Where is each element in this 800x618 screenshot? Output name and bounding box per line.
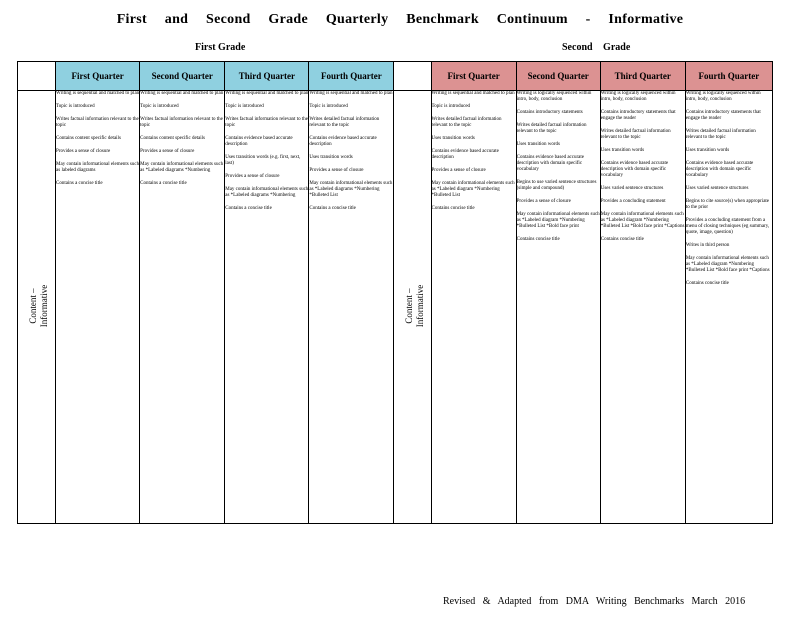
- benchmark-item: May contain informational elements such as *Labeled diagram *Numbering *Bulleted List: [431, 181, 515, 198]
- benchmark-table: [17, 61, 773, 524]
- benchmark-item: Contains a concise title: [309, 206, 356, 211]
- benchmark-item: Contains evidence based accurate description: [309, 136, 377, 147]
- header-blank-cell: [394, 62, 431, 91]
- benchmark-item: May contain informational elements such as *Labeled diagrams *Numbering: [140, 162, 224, 173]
- benchmark-item: May contain informational elements such as labeled diagrams: [56, 162, 140, 173]
- second-grade-label: Second Grade: [562, 42, 631, 53]
- benchmark-item: Contains introductory statements that engage the reader: [600, 110, 676, 121]
- benchmark-item: Writes detailed factual information relevant to the topic: [516, 123, 587, 134]
- content-row: [18, 91, 773, 524]
- g2-q4-header: Fourth Quarter: [685, 62, 772, 91]
- benchmark-item: Topic is introduced: [309, 104, 348, 109]
- g2-q2-cell: [516, 91, 600, 524]
- g2-q2-header: Second Quarter: [516, 62, 600, 91]
- g1-q4-header: Fourth Quarter: [309, 62, 394, 91]
- benchmark-item: May contain informational elements such as *Labeled diagrams *Numbering *Bulleted List: [309, 181, 393, 198]
- benchmark-item: Begins to use varied sentence structures (simple and compound): [516, 180, 597, 191]
- benchmark-item: Uses varied sentence structures: [685, 186, 749, 191]
- benchmark-item: Provides a sense of closure: [56, 149, 111, 154]
- side-label-line: Content –: [28, 288, 39, 324]
- benchmark-item: Contains a concise title: [225, 206, 272, 211]
- benchmark-item: Contains introductory statements that engage the reader: [685, 110, 761, 121]
- benchmark-item: Uses transition words: [600, 148, 645, 153]
- benchmark-item: Writes detailed factual information relevant to the topic: [685, 129, 756, 140]
- benchmark-item: Uses transition words: [431, 136, 475, 141]
- benchmark-item: Writes detailed factual information relevant to the topic: [600, 129, 671, 140]
- benchmark-item: Writes detailed factual information relevant to the topic: [309, 117, 380, 128]
- side-label-line: Informative: [39, 284, 50, 328]
- benchmark-item: Topic is introduced: [140, 104, 179, 109]
- benchmark-item: Topic is introduced: [225, 104, 264, 109]
- g2-q4-cell: [685, 91, 772, 524]
- benchmark-item: Provides a sense of closure: [140, 149, 195, 154]
- benchmark-item: Contains evidence based accurate description with domain specific vocabulary: [516, 155, 584, 172]
- benchmark-item: Provides a sense of closure: [225, 174, 280, 179]
- benchmark-item: Contains content specific details: [56, 136, 121, 141]
- benchmark-item: May contain informational elements such as *Labeled diagram *Numbering *Bulleted List *Bold face print *Captions: [600, 212, 685, 229]
- benchmark-item: Contains evidence based accurate description: [225, 136, 293, 147]
- benchmark-item: Contains evidence based accurate description with domain specific vocabulary: [685, 161, 754, 178]
- benchmark-item: May contain informational elements such as *Labeled diagram *Numbering *Bulleted List *Bold face print: [516, 212, 600, 229]
- g2-q1-header: First Quarter: [431, 62, 516, 91]
- g2-q1-cell: [431, 91, 516, 524]
- footer-note: Revised & Adapted from DMA Writing Benchmarks March 2016: [443, 596, 746, 607]
- g1-q4-cell: [309, 91, 394, 524]
- first-grade-label: First Grade: [195, 42, 246, 53]
- benchmark-item: Writing is logically sequenced within intro, body, conclusion: [516, 91, 592, 102]
- benchmark-item: Writing is logically sequenced within intro, body, conclusion: [685, 91, 761, 102]
- g1-q2-header: Second Quarter: [140, 62, 225, 91]
- benchmark-item: May contain informational elements such as *Labeled diagram *Numbering *Bulleted List *Bold face print *Captions: [685, 256, 770, 273]
- benchmark-item: Writing is sequential and matched to plan: [431, 91, 515, 96]
- benchmark-item: Contains a concise title: [56, 181, 103, 186]
- benchmark-item: Provides a concluding statement: [600, 199, 666, 204]
- benchmark-item: Contains concise title: [600, 237, 644, 242]
- benchmark-item: Contains content specific details: [140, 136, 205, 141]
- benchmark-item: Uses transition words: [309, 155, 353, 160]
- benchmark-item: Contains concise title: [431, 206, 475, 211]
- g1-q2-cell: [140, 91, 225, 524]
- benchmark-item: Uses transition words: [685, 148, 730, 153]
- header-blank-cell: [18, 62, 56, 91]
- benchmark-item: Topic is introduced: [56, 104, 95, 109]
- benchmark-item: Begins to cite source(s) when appropriate to the prior: [685, 199, 770, 210]
- g1-q3-header: Third Quarter: [225, 62, 309, 91]
- benchmark-item: Writes detailed factual information relevant to the topic: [431, 117, 502, 128]
- benchmark-item: Uses varied sentence structures: [600, 186, 664, 191]
- benchmark-item: Writes factual information relevant to the topic: [140, 117, 223, 128]
- benchmark-item: Writes in third person: [685, 243, 730, 248]
- benchmark-item: Writing is sequential and matched to plan: [56, 91, 140, 96]
- g1-q1-header: First Quarter: [56, 62, 140, 91]
- g1-side-label: [18, 91, 56, 524]
- g2-side-label: [394, 91, 431, 524]
- benchmark-item: Contains a concise title: [140, 181, 187, 186]
- benchmark-item: Uses transition words: [516, 142, 560, 147]
- g2-q3-cell: [600, 91, 685, 524]
- g2-q3-header: Third Quarter: [600, 62, 685, 91]
- g1-q1-cell: [56, 91, 140, 524]
- benchmark-item: Contains introductory statements: [516, 110, 583, 115]
- benchmark-item: Provides a sense of closure: [309, 168, 364, 173]
- header-row: [18, 62, 773, 91]
- page-title: First and Second Grade Quarterly Benchmark Continuum - Informative: [116, 12, 684, 27]
- benchmark-item: Writes factual information relevant to the topic: [56, 117, 139, 128]
- benchmark-item: Uses transition words (e.g. first, next, last): [225, 155, 301, 166]
- benchmark-item: Writing is logically sequenced within intro, body, conclusion: [600, 91, 676, 102]
- benchmark-item: Contains evidence based accurate description: [431, 149, 499, 160]
- benchmark-item: Writes factual information relevant to the topic: [225, 117, 308, 128]
- benchmark-item: Writing is sequential and matched to plan: [225, 91, 309, 96]
- g1-q3-cell: [225, 91, 309, 524]
- benchmark-item: Provides a sense of closure: [431, 168, 486, 173]
- benchmark-item: Provides a sense of closure: [516, 199, 571, 204]
- benchmark-item: Topic is introduced: [431, 104, 471, 109]
- benchmark-item: Contains concise title: [516, 237, 560, 242]
- benchmark-item: May contain informational elements such as *Labeled diagrams *Numbering: [225, 187, 309, 198]
- benchmark-item: Writing is sequential and matched to plan: [309, 91, 393, 96]
- benchmark-item: Provides a concluding statement from a menu of closing techniques (eg summary, quote, image, question): [685, 218, 770, 235]
- benchmark-item: Contains concise title: [685, 281, 729, 286]
- benchmark-item: Contains evidence based accurate description with domain specific vocabulary: [600, 161, 669, 178]
- side-label-line: Content –: [404, 288, 415, 324]
- side-label-line: Informative: [415, 284, 426, 328]
- benchmark-item: Writing is sequential and matched to plan: [140, 91, 224, 96]
